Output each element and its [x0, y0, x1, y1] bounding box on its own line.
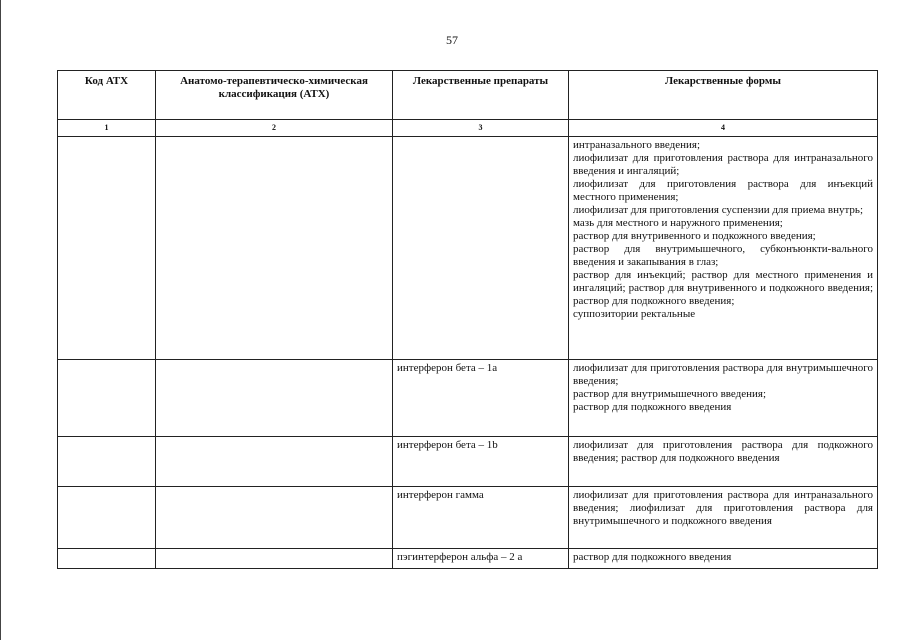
table-row — [58, 137, 878, 360]
cell-drug: интерферон гамма — [393, 487, 569, 549]
header-atc-code: Код АТХ — [58, 71, 156, 120]
form-item: лиофилизат для приготовления раствора для интраназального введения; лиофилизат для приготовления раствора для внутримышечного и подкожного введения — [573, 489, 873, 527]
cell-forms — [569, 137, 878, 360]
cell-code — [58, 137, 156, 360]
cell-forms — [569, 360, 878, 437]
cell-forms — [569, 549, 878, 569]
form-item: раствор для инъекций; раствор для местного применения и ингаляций; раствор для внутривенного и подкожного введения; раствор для подкожного введения; — [573, 269, 873, 307]
header-forms: Лекарственные формы — [569, 71, 878, 120]
column-number-row — [58, 120, 878, 137]
cell-classification — [156, 487, 393, 549]
cell-classification — [156, 437, 393, 487]
cell-code — [58, 549, 156, 569]
cell-drug: интерферон бета – 1a — [393, 360, 569, 437]
cell-drug — [393, 137, 569, 360]
header-drugs: Лекарственные препараты — [393, 71, 569, 120]
form-item: лиофилизат для приготовления раствора для внутримышечного введения; — [573, 362, 873, 387]
table-row — [58, 487, 878, 549]
form-item: лиофилизат для приготовления суспензии для приема внутрь; — [573, 204, 864, 216]
form-item: лиофилизат для приготовления раствора для подкожного введения; раствор для подкожного введения — [573, 439, 873, 464]
table-row — [58, 437, 878, 487]
column-number: 1 — [58, 120, 156, 137]
column-number: 3 — [393, 120, 569, 137]
form-item: раствор для внутримышечного введения; — [573, 388, 767, 400]
cell-classification — [156, 360, 393, 437]
form-item: лиофилизат для приготовления раствора для инъекций местного применения; — [573, 178, 873, 203]
cell-drug: интерферон бета – 1b — [393, 437, 569, 487]
page-number: 57 — [446, 33, 458, 47]
form-item: раствор для подкожного введения — [573, 401, 732, 413]
cell-code — [58, 437, 156, 487]
cell-forms — [569, 437, 878, 487]
atc-table — [57, 70, 878, 569]
column-number: 4 — [569, 120, 878, 137]
cell-code — [58, 487, 156, 549]
form-item: мазь для местного и наружного применения; — [573, 217, 783, 229]
form-item: раствор для подкожного введения — [573, 551, 732, 563]
header-row — [58, 71, 878, 120]
form-item: интраназального введения; — [573, 139, 700, 151]
table-row — [58, 360, 878, 437]
cell-classification — [156, 137, 393, 360]
cell-drug: пэгинтерферон альфа – 2 a — [393, 549, 569, 569]
cell-forms — [569, 487, 878, 549]
form-item: лиофилизат для приготовления раствора для интраназального введения и ингаляций; — [573, 152, 873, 177]
table-row — [58, 549, 878, 569]
column-number: 2 — [156, 120, 393, 137]
cell-classification — [156, 549, 393, 569]
header-classification: Анатомо-терапевтическо-химическая классификация (АТХ) — [156, 71, 393, 120]
form-item: раствор для внутривенного и подкожного введения; — [573, 230, 816, 242]
cell-code — [58, 360, 156, 437]
scan-edge-line — [0, 0, 1, 640]
form-item: раствор для внутримышечного, субконъюнкти-вального введения и закапывания в глаз; — [573, 243, 873, 268]
form-item: суппозитории ректальные — [573, 308, 696, 320]
